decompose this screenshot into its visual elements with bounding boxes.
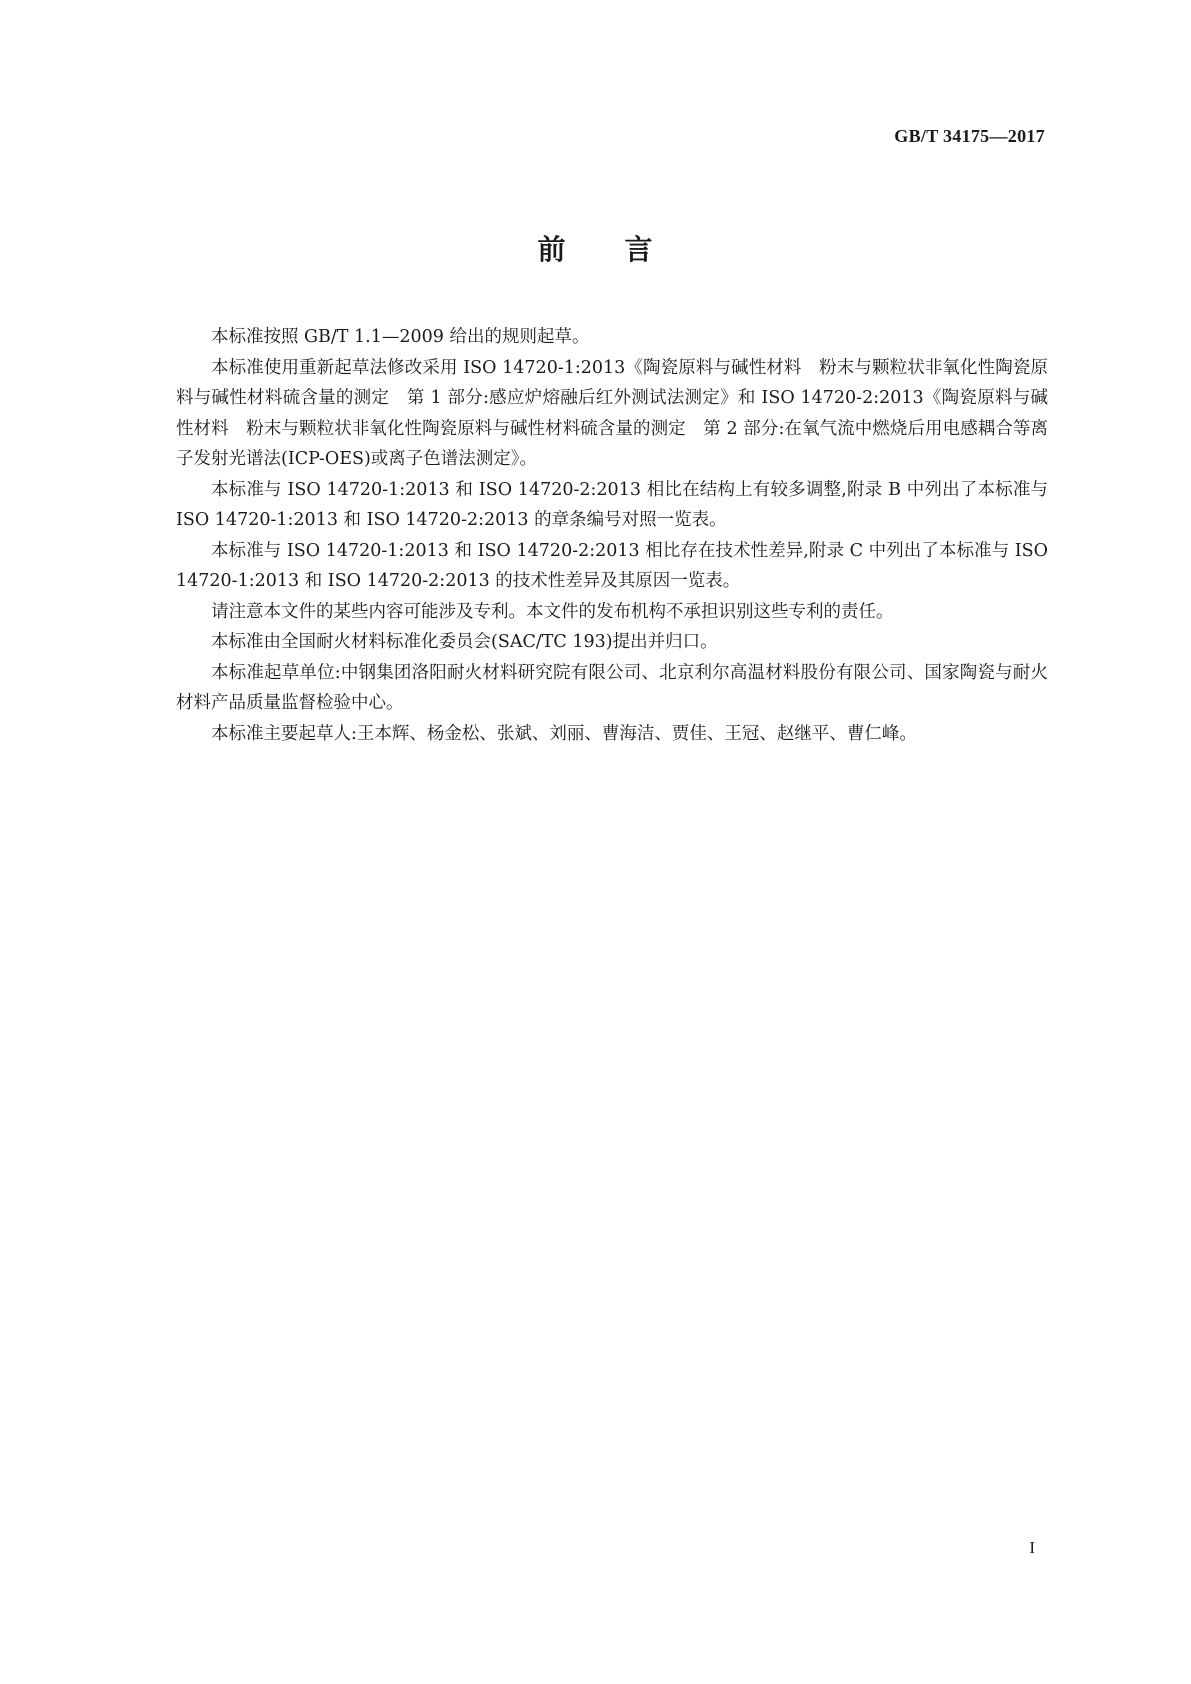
standard-number: GB/T 34175—2017 — [894, 126, 1045, 146]
paragraph-adoption: 本标准使用重新起草法修改采用 ISO 14720-1:2013《陶瓷原料与碱性材料 粉末与颗粒状非氧化性陶瓷原料与碱性材料硫含量的测定 第 1 部分:感应炉熔融后红外测试法测定》和 ISO 14720-2:2013《陶瓷原料与碱性材料 粉末与颗粒状非氧化性陶瓷原料与碱性材料硫含量的测定 第 2 部分:在氧气流中燃烧后用电感耦合等离子发射光谱法(ICP-OES)或离子色谱法测定》。 — [176, 357, 1048, 469]
paragraph-patent-notice: 请注意本文件的某些内容可能涉及专利。本文件的发布机构不承担识别这些专利的责任。 — [211, 601, 894, 622]
paragraph-structure-changes: 本标准与 ISO 14720-1:2013 和 ISO 14720-2:2013 相比在结构上有较多调整,附录 B 中列出了本标准与 ISO 14720-1:2013 和 ISO 14720-2:2013 的章条编号对照一览表。 — [176, 479, 1048, 530]
paragraph-drafting-units: 本标准起草单位:中钢集团洛阳耐火材料研究院有限公司、北京利尔高温材料股份有限公司、国家陶瓷与耐火材料产品质量监督检验中心。 — [176, 662, 1048, 713]
foreword-body — [176, 322, 1048, 749]
page-title: 前 言 — [537, 233, 654, 266]
paragraph-drafters: 本标准主要起草人:王本辉、杨金松、张斌、刘丽、曹海洁、贾佳、王冠、赵继平、曹仁峰。 — [211, 723, 917, 744]
page-number: I — [1029, 1538, 1035, 1557]
paragraph-drafting-rules: 本标准按照 GB/T 1.1—2009 给出的规则起草。 — [211, 327, 590, 347]
paragraph-technical-differences: 本标准与 ISO 14720-1:2013 和 ISO 14720-2:2013 相比存在技术性差异,附录 C 中列出了本标准与 ISO 14720-1:2013 和 ISO 14720-2:2013 的技术性差异及其原因一览表。 — [176, 540, 1048, 591]
paragraph-proposer: 本标准由全国耐火材料标准化委员会(SAC/TC 193)提出并归口。 — [211, 632, 718, 652]
